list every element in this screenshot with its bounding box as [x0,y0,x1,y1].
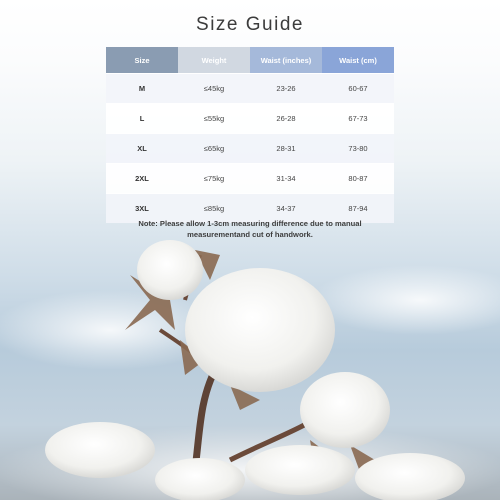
table-row [106,104,394,134]
cell-size: L [106,104,178,134]
cell-waist-inches: 34-37 [250,194,322,224]
header-size: Size [106,47,178,74]
cell-size: XL [106,134,178,164]
measurement-note [96,218,404,240]
cell-waist-cm: 73-80 [322,134,394,164]
table-header-row [106,47,394,74]
table-row [106,164,394,194]
cell-size: 3XL [106,194,178,224]
cell-waist-inches: 26-28 [250,104,322,134]
cell-weight: ≤65kg [178,134,250,164]
cell-waist-inches: 23-26 [250,74,322,104]
cell-waist-inches: 31-34 [250,164,322,194]
cell-size: M [106,74,178,104]
table-row [106,134,394,164]
header-waist-cm: Waist (cm) [322,47,394,74]
cell-weight: ≤85kg [178,194,250,224]
page-title: Size Guide [196,14,304,35]
header-weight: Weight [178,47,250,74]
size-table [106,47,394,223]
cell-waist-cm: 67-73 [322,104,394,134]
cell-waist-inches: 28-31 [250,134,322,164]
cell-waist-cm: 60-67 [322,74,394,104]
cell-weight: ≤55kg [178,104,250,134]
cell-waist-cm: 80-87 [322,164,394,194]
note-line-2: measurementand cut of handwork. [187,230,313,239]
note-line-1: Note: Please allow 1-3cm measuring difference due to manual [138,219,362,228]
header-waist-inches: Waist (inches) [250,47,322,74]
cell-waist-cm: 87-94 [322,194,394,224]
cell-weight: ≤75kg [178,164,250,194]
cell-weight: ≤45kg [178,74,250,104]
table-row [106,74,394,104]
cell-size: 2XL [106,164,178,194]
